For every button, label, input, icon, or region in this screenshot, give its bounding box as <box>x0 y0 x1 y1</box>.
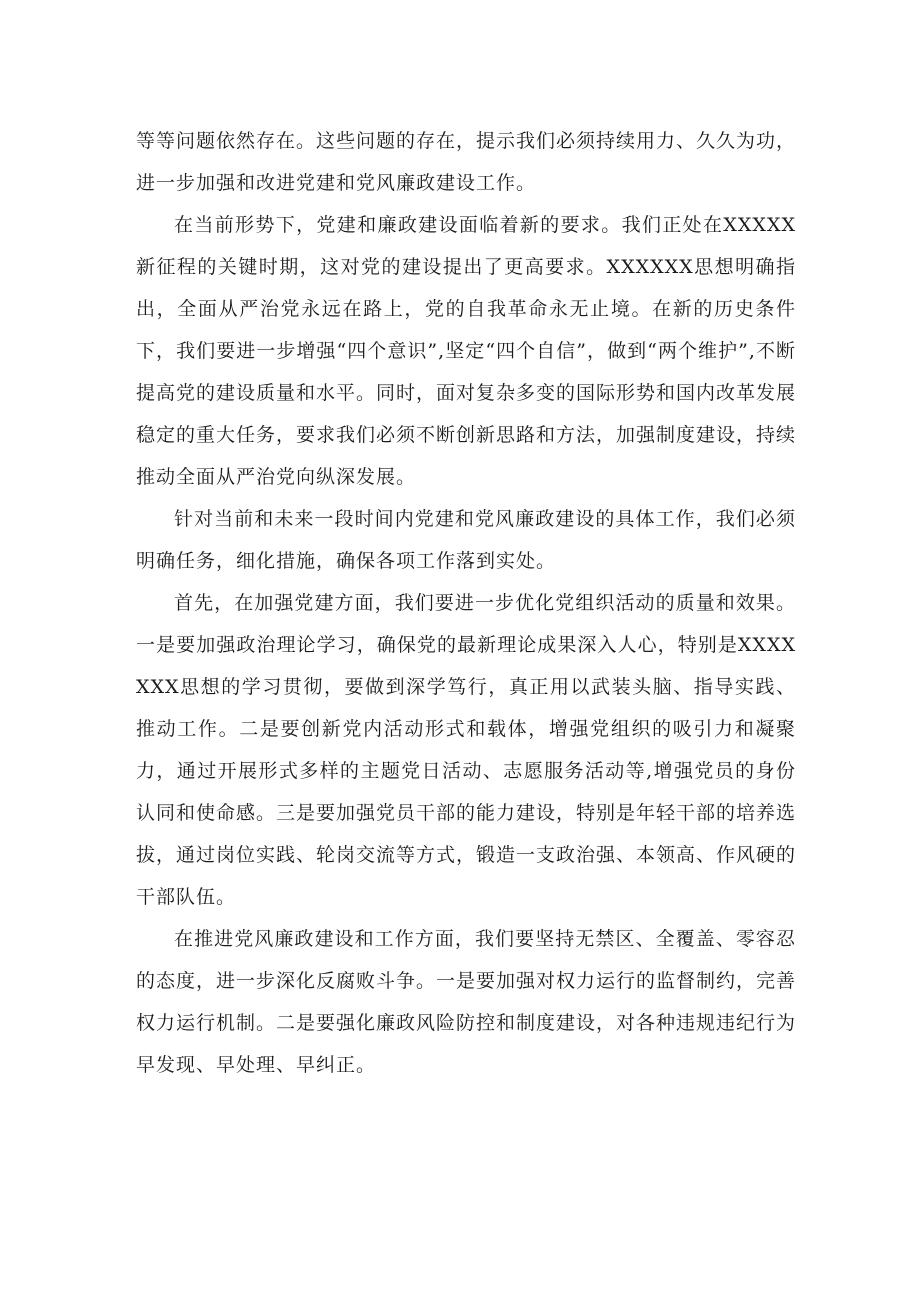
paragraph-3: 针对当前和未来一段时间内党建和党风廉政建设的具体工作，我们必须明确任务，细化措施，确保各项工作落到实处。 <box>136 508 796 572</box>
paragraph-5: 在推进党风廉政建设和工作方面，我们要坚持无禁区、全覆盖、零容忍的态度，进一步深化反腐败斗争。一是要加强对权力运行的监督制约，完善权力运行机制。二是要强化廉政风险防控和制度建设，对各种违规违纪行为早发现、早处理、早纠正。 <box>136 928 797 1076</box>
paragraph-2: 在当前形势下，党建和廉政建设面临着新的要求。我们正处在XXXXX新征程的关键时期，这对党的建设提出了更高要求。XXXXXX思想明确指出，全面从严治党永远在路上，党的自我革命永无止境。在新的历史条件下，我们要进一步增强“四个意识”,坚定“四个自信”，做到“两个维护”,不断提高党的建设质量和水平。同时，面对复杂多变的国际形势和国内改革发展稳定的重大任务，要求我们必须不断创新思路和方法，加强制度建设，持续推动全面从严治党向纵深发展。 <box>136 214 797 488</box>
paragraph-4: 首先，在加强党建方面，我们要进一步优化党组织活动的质量和效果。一是要加强政治理论学习，确保党的最新理论成果深入人心，特别是XXXXXXX思想的学习贯彻，要做到深学笃行，真正用以武装头脑、指导实践、推动工作。二是要创新党内活动形式和载体，增强党组织的吸引力和凝聚力，通过开展形式多样的主题党日活动、志愿服务活动等,增强党员的身份认同和使命感。三是要加强党员干部的能力建设，特别是年轻干部的培养选拔，通过岗位实践、轮岗交流等方式，锻造一支政治强、本领高、作风硬的干部队伍。 <box>136 592 797 908</box>
paragraph-1: 等等问题依然存在。这些问题的存在，提示我们必须持续用力、久久为功，进一步加强和改进党建和党风廉政建设工作。 <box>136 130 797 194</box>
document-body <box>136 120 796 1086</box>
